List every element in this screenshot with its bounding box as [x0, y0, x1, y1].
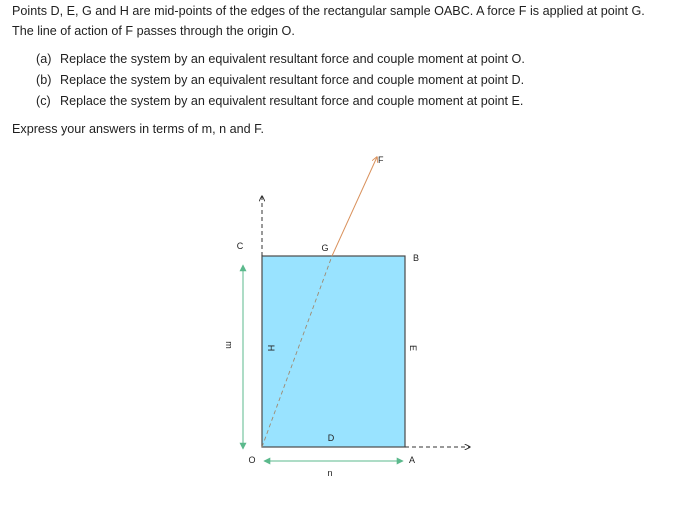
- force-arrow: [332, 157, 377, 256]
- label-b: B: [412, 253, 420, 263]
- label-m: m: [224, 341, 234, 349]
- part-b-label: (b): [36, 73, 52, 87]
- intro-line-1: Points D, E, G and H are mid-points of the edges of the rectangular sample OABC. A force F is applied at point G.: [12, 4, 645, 18]
- label-f: F: [378, 155, 384, 165]
- part-a-text: Replace the system by an equivalent resultant force and couple moment at point O.: [60, 52, 525, 66]
- label-h: H: [266, 344, 276, 352]
- label-o: O: [248, 455, 256, 465]
- part-c-label: (c): [36, 94, 51, 108]
- label-g: G: [321, 243, 329, 253]
- intro-line-2: The line of action of F passes through the origin O.: [12, 24, 295, 38]
- label-d: D: [327, 433, 335, 443]
- label-a: A: [408, 455, 416, 465]
- express-instruction: Express your answers in terms of m, n and F.: [12, 122, 264, 136]
- label-e: E: [408, 344, 418, 352]
- part-b-text: Replace the system by an equivalent resultant force and couple moment at point D.: [60, 73, 525, 87]
- part-c-text: Replace the system by an equivalent resultant force and couple moment at point E.: [60, 94, 524, 108]
- label-c: C: [236, 241, 244, 251]
- part-a-label: (a): [36, 52, 52, 66]
- label-n: n: [327, 468, 333, 478]
- sample-rectangle: [262, 256, 405, 447]
